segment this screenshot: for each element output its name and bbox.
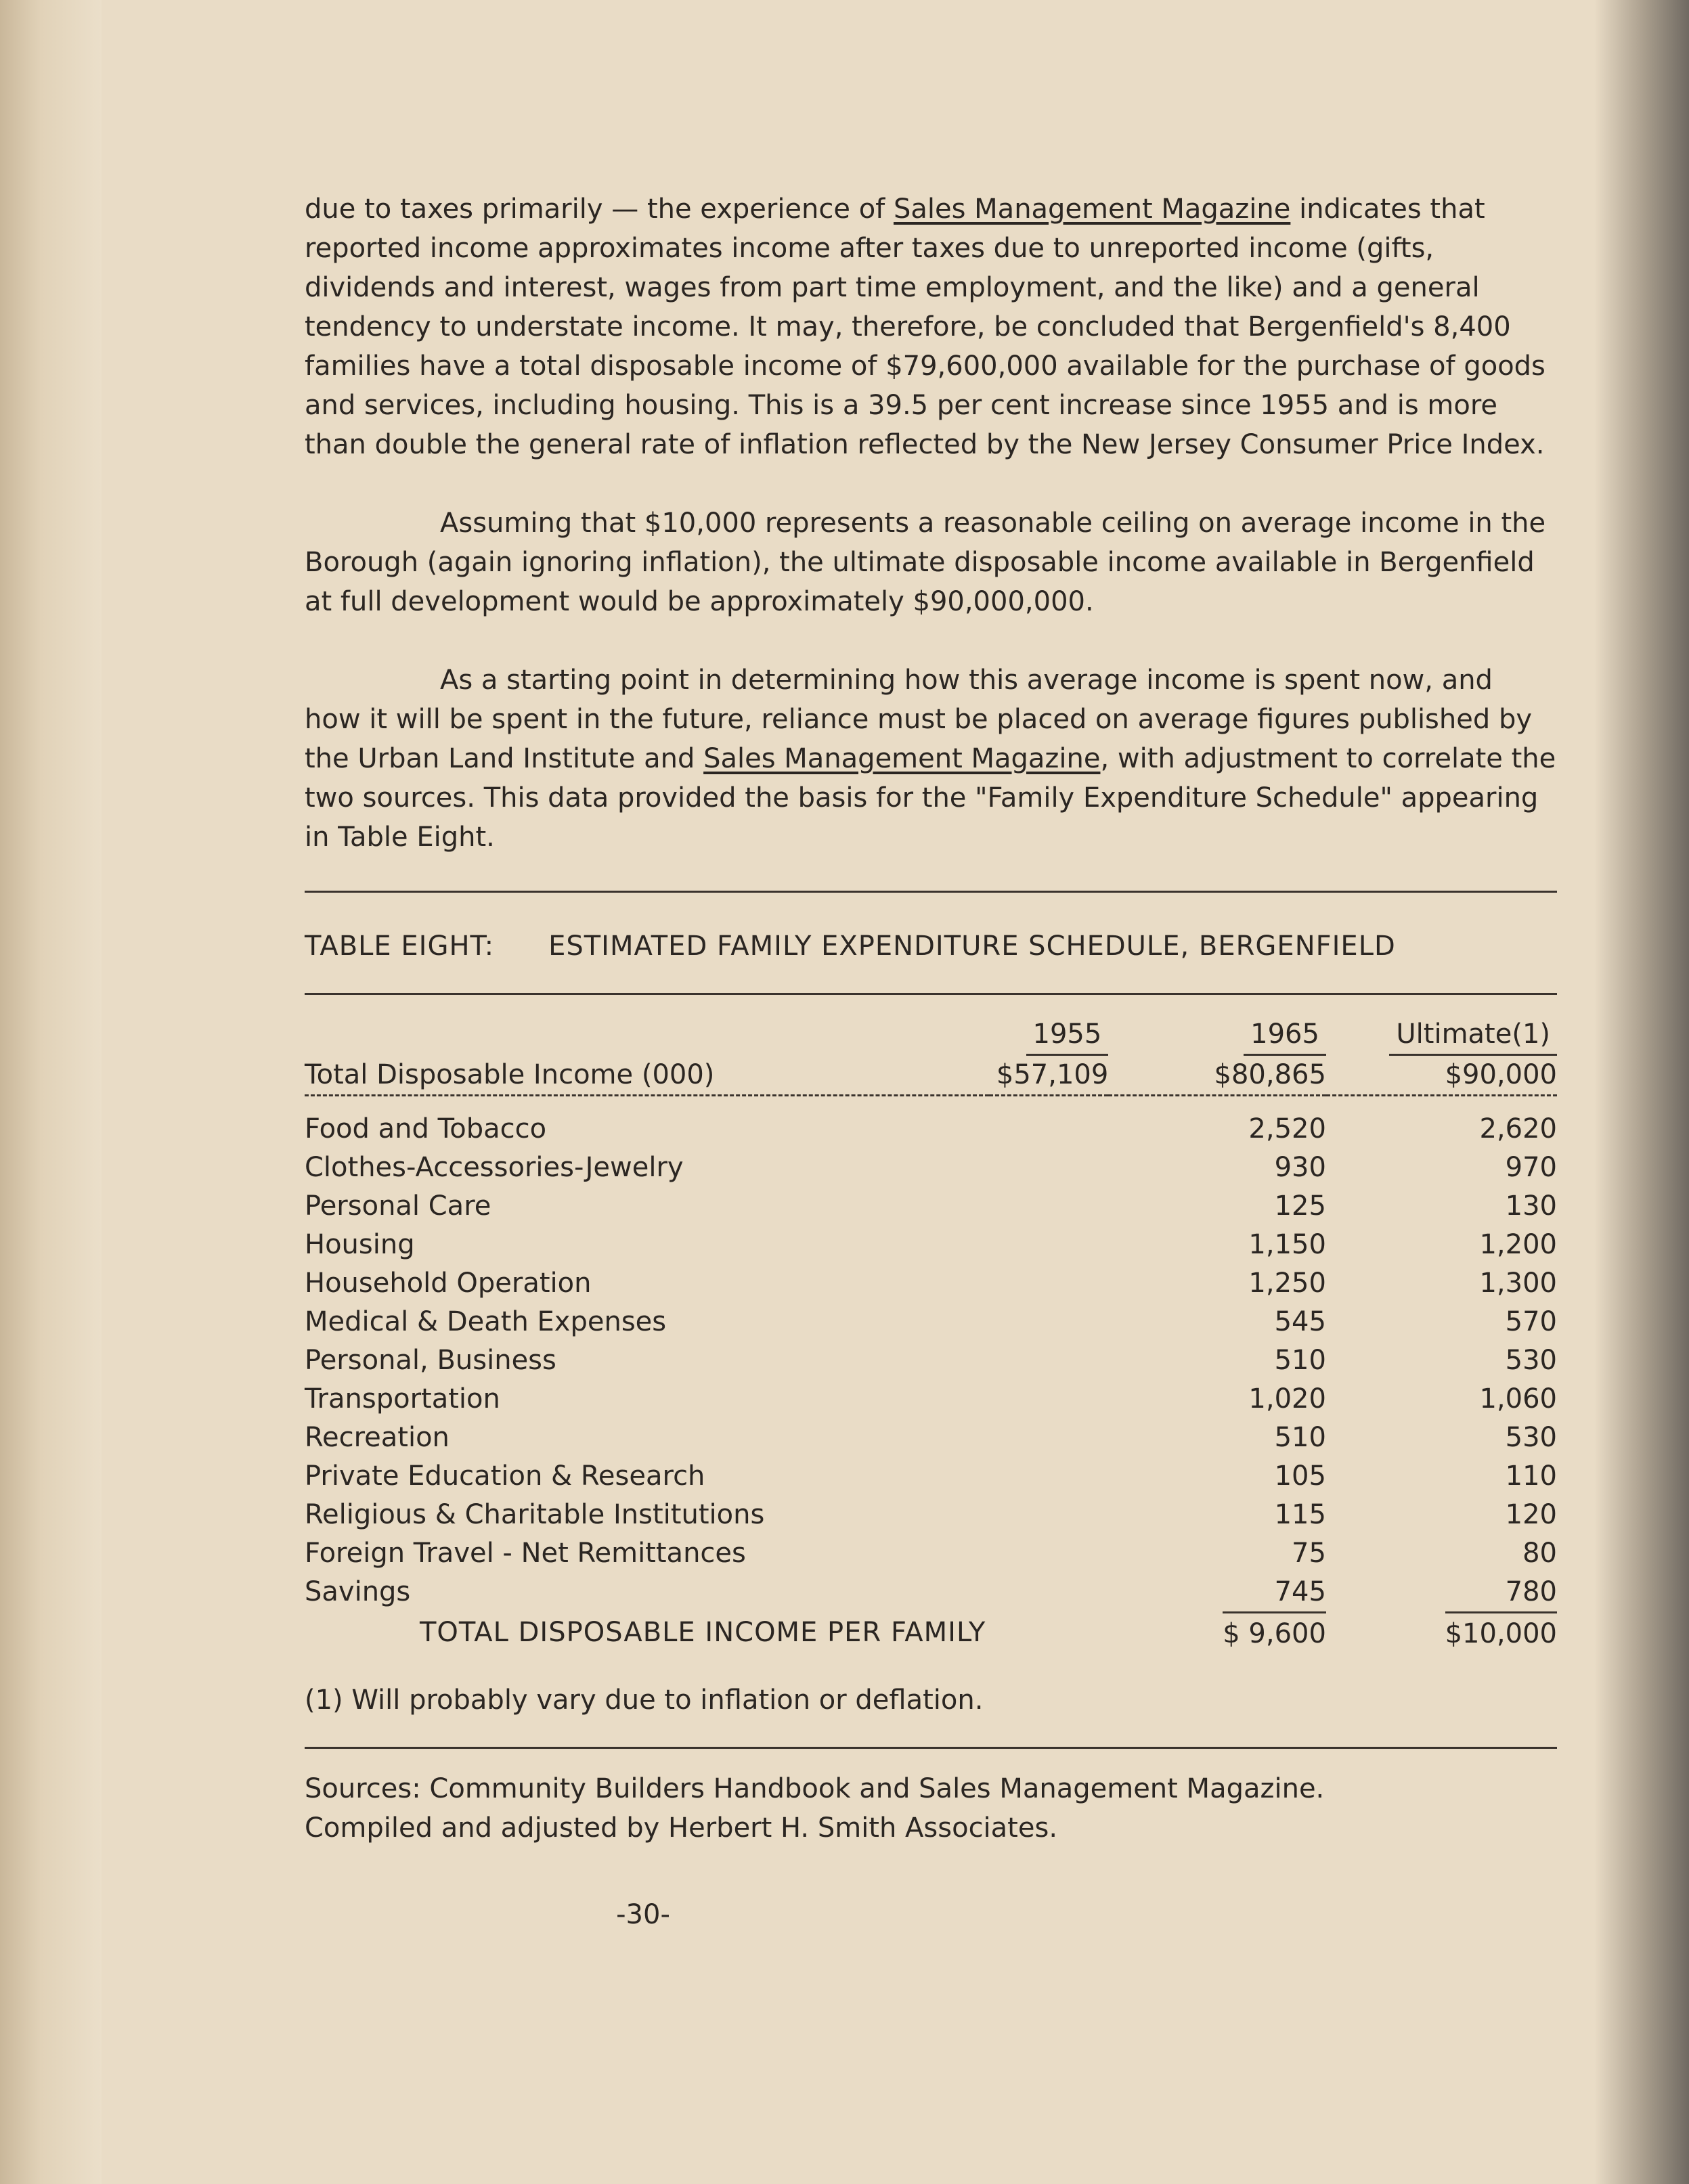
row-label: Religious & Charitable Institutions [305,1499,765,1530]
cell-1965: 745 [1274,1576,1326,1607]
row-label: Personal, Business [305,1345,556,1376]
cell-1965: 510 [1274,1345,1326,1376]
row-label: Private Education & Research [305,1461,705,1492]
para3-text-b: , with adjustment to correlate the two sources. This data provided the basis for the "Family Expenditure Schedule" appearing in Table Eight. [305,743,1556,853]
cell-ultimate: 1,200 [1479,1229,1557,1260]
cell-1965: 1,250 [1248,1268,1326,1299]
para1-text-a: due to taxes primarily — the experience of [305,194,894,225]
cell-ultimate: 970 [1505,1152,1557,1183]
row-label: Medical & Death Expenses [305,1306,667,1337]
page-content [305,190,1557,1934]
income-1955: $57,109 [996,1059,1109,1090]
cell-ultimate: 1,060 [1479,1383,1557,1414]
section-divider [305,891,1557,893]
cell-1965: 510 [1274,1422,1326,1453]
table-row [305,1110,1557,1149]
cell-1955 [989,1341,1109,1380]
table-row [305,1264,1557,1303]
cell-ultimate: 2,620 [1479,1113,1557,1144]
total-ultimate: $10,000 [1445,1611,1557,1653]
sources-line-2: Compiled and adjusted by Herbert H. Smith Associates. [305,1812,1058,1844]
column-header-1955: 1955 [1026,1015,1109,1056]
row-label: Transportation [305,1383,500,1414]
cell-ultimate: 1,300 [1479,1268,1557,1299]
page-number: -30- [616,1899,670,1930]
paragraph-3 [305,661,1557,857]
cell-1965: 545 [1274,1306,1326,1337]
page-gutter-shadow [0,0,102,2184]
cell-1955 [989,1264,1109,1303]
cell-1965: 115 [1274,1499,1326,1530]
column-header-1965: 1965 [1244,1015,1326,1056]
table-row [305,1226,1557,1264]
cell-1965: 1,150 [1248,1229,1326,1260]
table-caption [305,927,1557,966]
table-row [305,1303,1557,1341]
table-header-row [305,1015,1557,1056]
cell-1955 [989,1303,1109,1341]
cell-1955 [989,1457,1109,1496]
cell-ultimate: 80 [1522,1538,1557,1569]
income-row [305,1056,1557,1096]
cell-1955 [989,1496,1109,1534]
table-label: TABLE EIGHT: [305,931,495,962]
total-label: TOTAL DISPOSABLE INCOME PER FAMILY [420,1616,986,1648]
sources-line-1: Sources: Community Builders Handbook and Sales Management Magazine. [305,1773,1325,1804]
cell-1965: 930 [1274,1152,1326,1183]
row-label: Foreign Travel - Net Remittances [305,1538,746,1569]
cell-1965: 75 [1292,1538,1326,1569]
table-title: ESTIMATED FAMILY EXPENDITURE SCHEDULE, BERGENFIELD [548,931,1396,962]
income-ultimate: $90,000 [1445,1059,1557,1090]
cell-1955 [989,1573,1109,1611]
expenditure-rows [305,1110,1557,1611]
table-row [305,1380,1557,1419]
cell-1965: 2,520 [1248,1113,1326,1144]
paragraph-2: Assuming that $10,000 represents a reasonable ceiling on average income in the Borough (again ignoring inflation), the ultimate disposable income available in Bergenfield at full development would be approximately $90,000,000. [305,508,1546,617]
para3-text-a: As a starting point in determining how this average income is spent now, and how it will be spent in the future, reliance must be placed on average figures published by the Urban Land Institute and [305,665,1533,774]
table-row [305,1187,1557,1226]
table-row [305,1149,1557,1187]
para1-text-b: indicates that reported income approximates income after taxes due to unreported income (gifts, dividends and interest, wages from part time employment, and the like) and a general tendency to understate income. It may, therefore, be concluded that Bergenfield's 8,400 families have a total disposable income of $79,600,000 available for the purchase of goods and services, including housing. This is a 39.5 per cent increase since 1955 and is more than double the general rate of inflation reflected by the New Jersey Consumer Price Index. [305,194,1545,460]
table-top-rule [305,993,1557,995]
cell-1955 [989,1380,1109,1419]
sources-divider [305,1747,1557,1749]
cell-1955 [989,1187,1109,1226]
cell-1955 [989,1534,1109,1573]
row-label: Household Operation [305,1268,592,1299]
cell-1965: 105 [1274,1461,1326,1492]
cell-1955 [989,1110,1109,1149]
row-label: Clothes-Accessories-Jewelry [305,1152,684,1183]
table-row [305,1457,1557,1496]
cell-ultimate: 780 [1505,1576,1557,1607]
cell-ultimate: 120 [1505,1499,1557,1530]
row-label: Food and Tobacco [305,1113,547,1144]
page-edge-shadow [1594,0,1689,2184]
expenditure-table [305,1015,1557,1653]
row-label: Savings [305,1576,411,1607]
cell-ultimate: 530 [1505,1422,1557,1453]
publication-title: Sales Management Magazine [893,194,1291,225]
table-footnote: (1) Will probably vary due to inflation or deflation. [305,1685,984,1716]
cell-ultimate: 110 [1505,1461,1557,1492]
row-label: Total Disposable Income (000) [305,1059,715,1090]
total-1965: $ 9,600 [1223,1611,1326,1653]
cell-1955 [989,1419,1109,1457]
table-row [305,1419,1557,1457]
cell-1955 [989,1149,1109,1187]
dashed-separator [305,1096,1557,1111]
cell-1955 [989,1226,1109,1264]
table-row [305,1573,1557,1611]
cell-ultimate: 530 [1505,1345,1557,1376]
table-row [305,1496,1557,1534]
cell-1965: 125 [1274,1190,1326,1222]
publication-title: Sales Management Magazine [703,743,1101,774]
table-row [305,1534,1557,1573]
cell-1965: 1,020 [1248,1383,1326,1414]
cell-ultimate: 130 [1505,1190,1557,1222]
paragraph-1 [305,190,1557,464]
table-row [305,1341,1557,1380]
row-label: Housing [305,1229,415,1260]
cell-ultimate: 570 [1505,1306,1557,1337]
row-label: Recreation [305,1422,449,1453]
total-row [305,1611,1557,1653]
row-label: Personal Care [305,1190,491,1222]
income-1965: $80,865 [1214,1059,1326,1090]
column-header-ultimate: Ultimate(1) [1389,1015,1557,1056]
